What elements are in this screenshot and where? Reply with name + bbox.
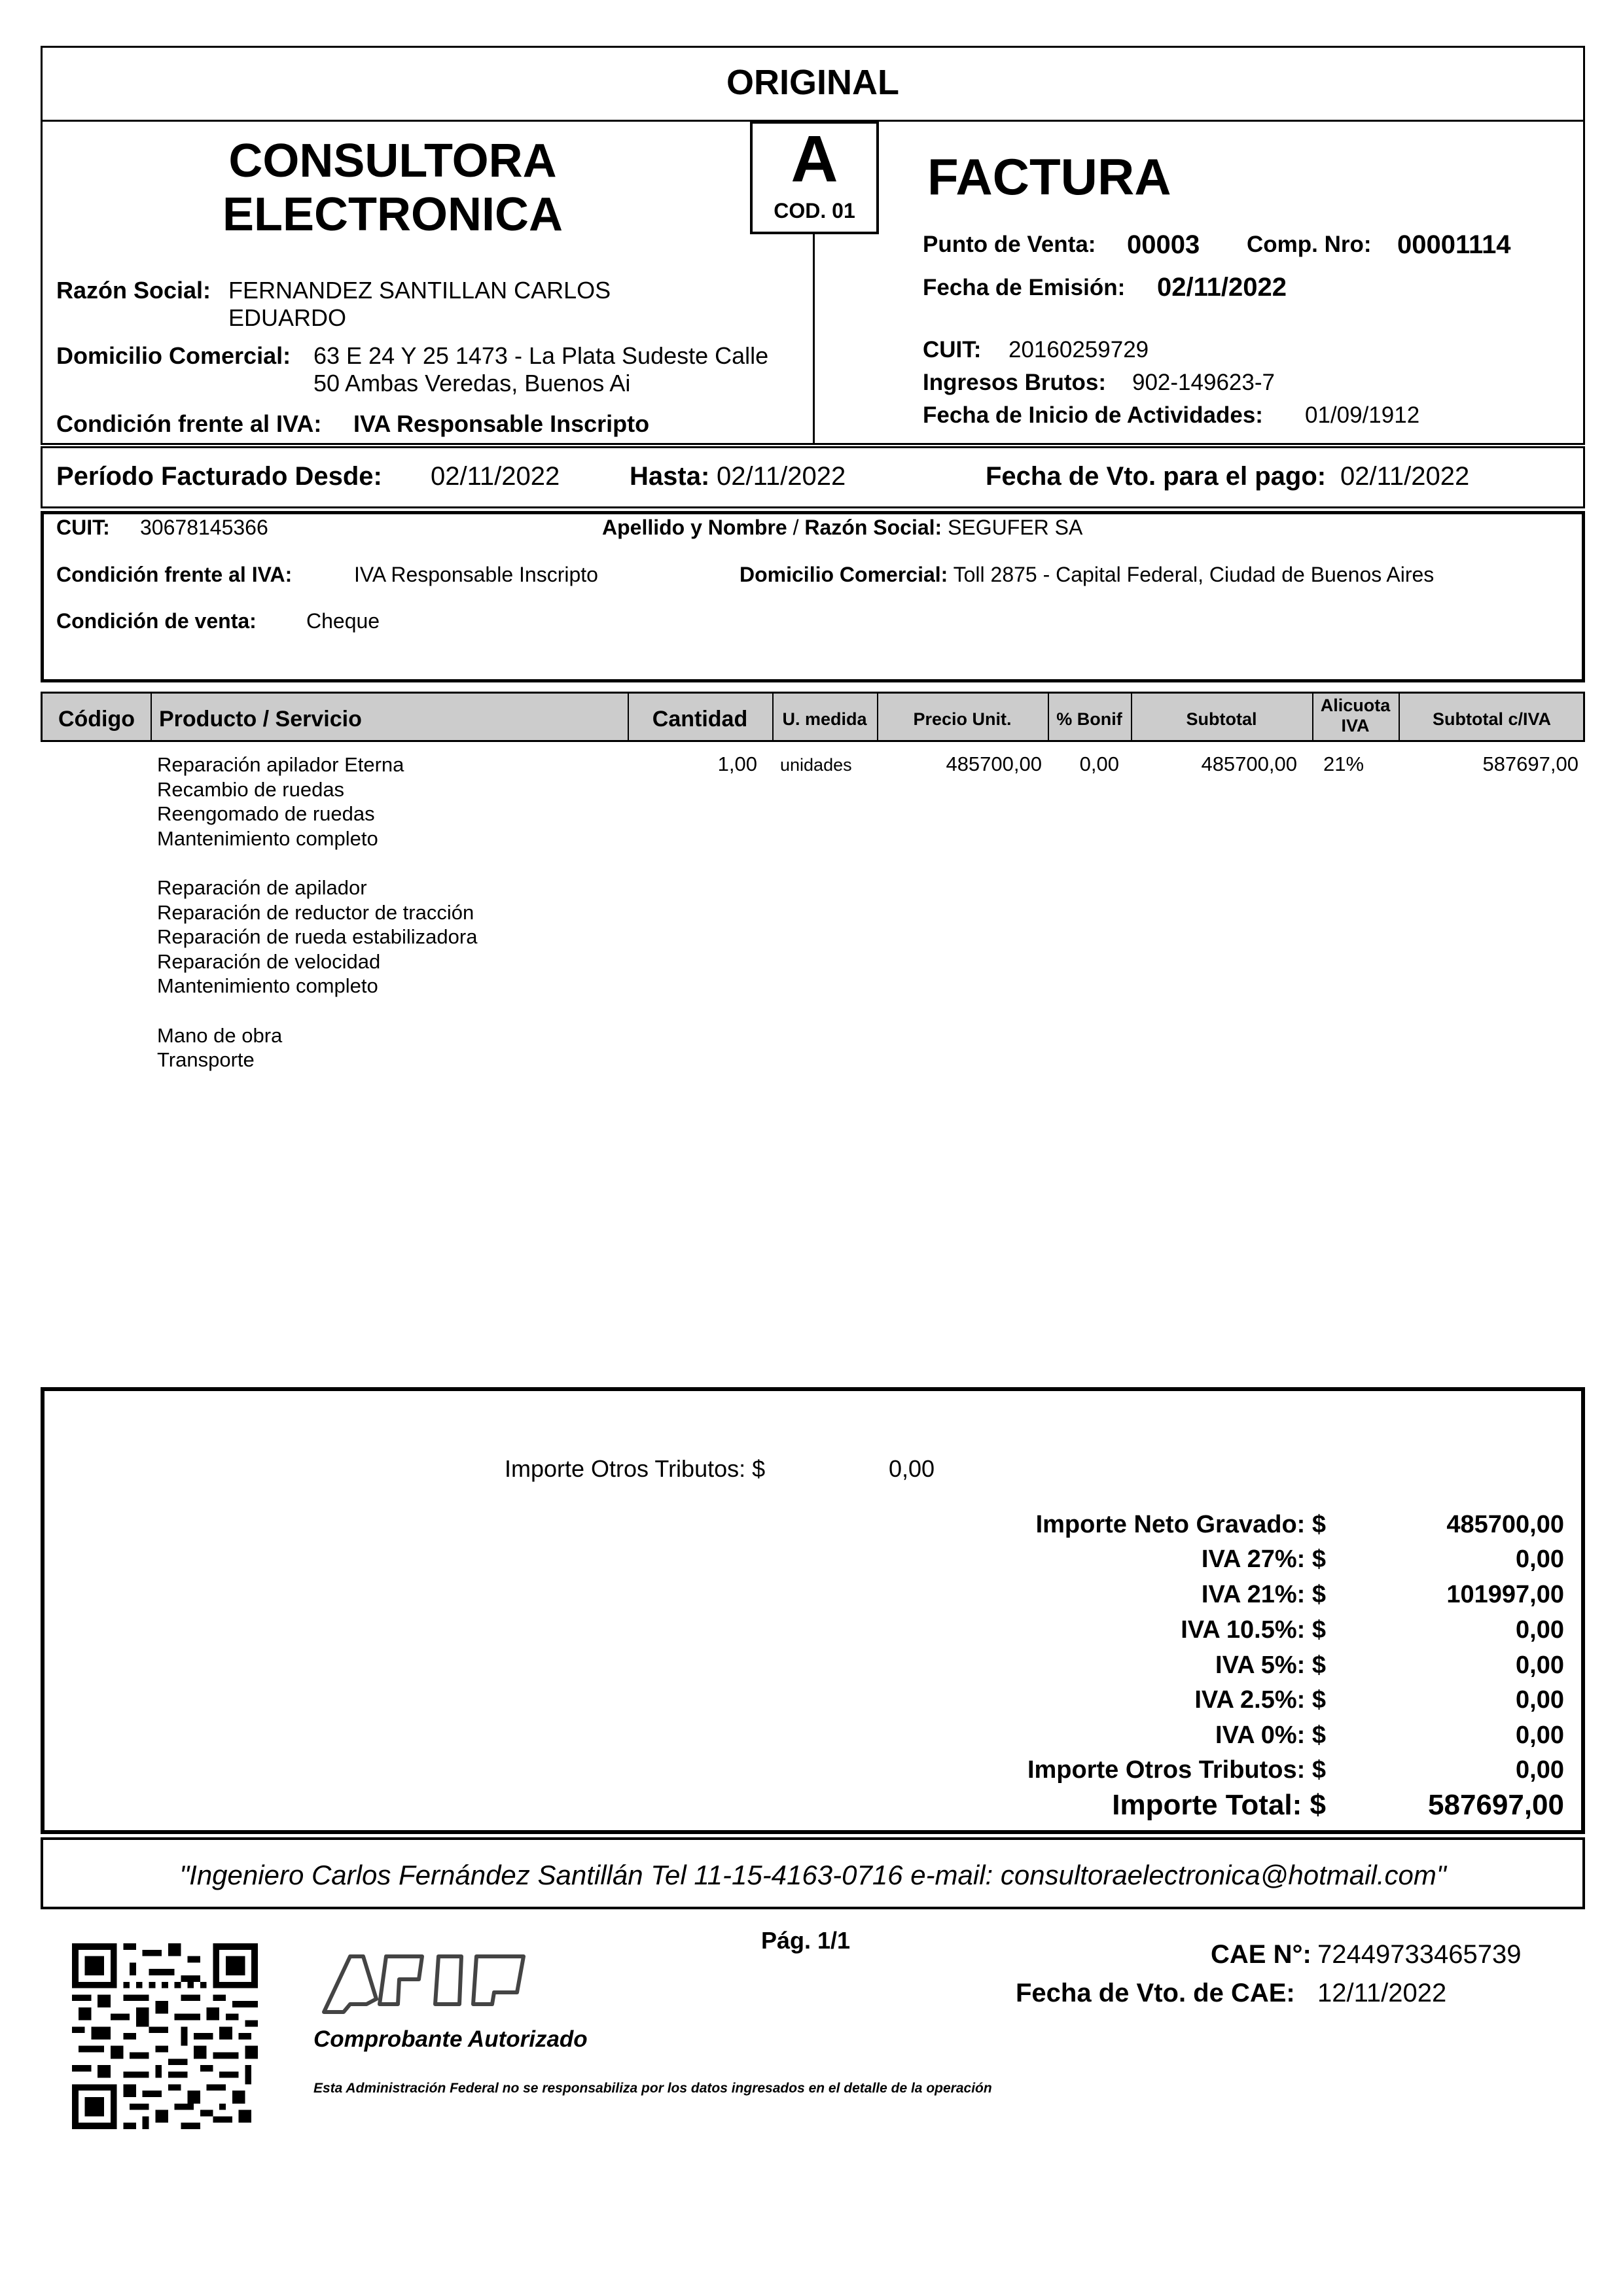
otros-tributos-label: Importe Otros Tributos: $ (505, 1455, 766, 1482)
description-line: Reparación de velocidad (157, 949, 381, 973)
issuer-domicilio-label: Domicilio Comercial: (56, 342, 291, 369)
importe-total-value: 587697,00 (1428, 1789, 1564, 1821)
col-header-producto: Producto / Servicio (159, 707, 362, 732)
description-line: Reengomado de ruedas (157, 802, 375, 826)
inicio-actividades-value: 01/09/1912 (1305, 402, 1420, 428)
ingresos-brutos-value: 902-149623-7 (1132, 370, 1275, 395)
invoice-type-code: COD. 01 (774, 199, 855, 222)
client-name-value: SEGUFER SA (948, 516, 1083, 539)
client-domicilio-value: Toll 2875 - Capital Federal, Ciudad de Buenos Aires (953, 563, 1435, 586)
fecha-emision-value: 02/11/2022 (1157, 273, 1287, 302)
col-header-subtotal: Subtotal (1186, 709, 1257, 729)
client-domicilio-label: Domicilio Comercial: (740, 563, 948, 586)
description-line: Reparación de rueda estabilizadora (157, 925, 478, 949)
copy-label-box (41, 46, 1585, 122)
item-alicuota: 21% (1323, 752, 1364, 775)
description-line: Transporte (157, 1048, 255, 1072)
period-hasta-label: Hasta: (630, 462, 710, 491)
description-line: Reparación apilador Eterna (157, 753, 404, 776)
col-header-precio: Precio Unit. (913, 709, 1012, 729)
total-line-value: 0,00 (1516, 1651, 1564, 1679)
total-line-value: 0,00 (1516, 1616, 1564, 1644)
client-name-label-b: Razón Social: (804, 516, 942, 539)
total-line-value: 0,00 (1516, 1545, 1564, 1573)
total-line-value: 101997,00 (1446, 1581, 1564, 1608)
issuer-razon-social-line2: EDUARDO (228, 304, 347, 331)
issuer-razon-social-label: Razón Social: (56, 277, 211, 304)
description-line: Mantenimiento completo (157, 974, 378, 998)
cae-vto-label: Fecha de Vto. de CAE: (1016, 1979, 1295, 2007)
otros-tributos-value: 0,00 (889, 1455, 935, 1482)
copy-label: ORIGINAL (726, 63, 899, 102)
cae-label: CAE N°: (1211, 1940, 1311, 1969)
description-spacer (157, 998, 477, 1023)
description-line: Reparación de apilador (157, 875, 367, 899)
afip-disclaimer: Esta Administración Federal no se responsabiliza por los datos ingresados en el detalle de la operación (313, 2081, 992, 2096)
total-line-value: 0,00 (1516, 1722, 1564, 1749)
description-line: Reparación de reductor de tracción (157, 900, 474, 924)
total-line-label: Importe Otros Tributos: $ (1027, 1756, 1326, 1784)
item-bonif: 0,00 (1079, 752, 1119, 775)
total-line-label: IVA 10.5%: $ (1181, 1616, 1326, 1644)
issuer-company-name (131, 134, 654, 241)
comp-nro-value: 00001114 (1397, 230, 1511, 259)
issuer-cuit-label: CUIT: (923, 337, 982, 362)
period-desde-label: Período Facturado Desde: (56, 462, 382, 491)
column-divider (151, 694, 152, 740)
issuer-condicion-iva-value: IVA Responsable Inscripto (353, 410, 650, 437)
inicio-actividades-label: Fecha de Inicio de Actividades: (923, 402, 1263, 428)
issuer-razon-social-line1: FERNANDEZ SANTILLAN CARLOS (228, 277, 611, 304)
issuer-contact-note: "Ingeniero Carlos Fernández Santillán Tel 11-15-4163-0716 e-mail: consultoraelectronica@hotmail.com" (179, 1860, 1446, 1890)
client-domicilio-row (740, 563, 1434, 587)
client-name-row (602, 516, 1082, 540)
description-line: Recambio de ruedas (157, 777, 345, 801)
importe-total-label: Importe Total: $ (1112, 1789, 1326, 1821)
item-subtotal: 485700,00 (1201, 752, 1297, 775)
company-name-line1: CONSULTORA (228, 135, 557, 187)
client-name-label-a: Apellido y Nombre (602, 516, 787, 539)
authorized-label: Comprobante Autorizado (313, 2026, 588, 2052)
punto-venta-label: Punto de Venta: (923, 232, 1096, 257)
description-line: Mano de obra (157, 1023, 283, 1047)
page-number: Pág. 1/1 (761, 1927, 851, 1954)
issuer-condicion-iva-label: Condición frente al IVA: (56, 410, 322, 437)
description-line: Mantenimiento completo (157, 826, 378, 850)
payment-due-value: 02/11/2022 (1340, 462, 1470, 491)
total-line-label: IVA 27%: $ (1201, 1545, 1326, 1573)
header-divider (813, 234, 815, 443)
period-desde-value: 02/11/2022 (431, 462, 560, 491)
client-cuit-label: CUIT: (56, 516, 110, 539)
total-line-label: IVA 5%: $ (1215, 1651, 1326, 1679)
item-unidad: unidades (780, 755, 852, 775)
total-line-label: IVA 21%: $ (1201, 1581, 1326, 1608)
cae-value: 72449733465739 (1317, 1940, 1522, 1969)
period-hasta-value: 02/11/2022 (717, 462, 846, 491)
condicion-venta-label: Condición de venta: (56, 609, 257, 633)
issuer-contact-note-box (41, 1837, 1585, 1909)
total-line-label: IVA 0%: $ (1215, 1722, 1326, 1749)
col-header-subtotal-iva: Subtotal c/IVA (1432, 709, 1551, 729)
invoice-title: FACTURA (927, 148, 1171, 205)
condicion-venta-value: Cheque (306, 609, 380, 633)
total-line-value: 0,00 (1516, 1756, 1564, 1784)
col-header-alicuota (1312, 696, 1399, 736)
col-header-bonif: % Bonif (1056, 709, 1122, 729)
issuer-cuit-value: 20160259729 (1008, 337, 1149, 362)
client-name-label-sep: / (787, 516, 805, 539)
issuer-domicilio-line2: 50 Ambas Veredas, Buenos Ai (313, 370, 631, 397)
col-header-alicuota-line2: IVA (1341, 716, 1370, 735)
item-description (157, 752, 477, 1072)
col-header-cantidad: Cantidad (652, 707, 748, 732)
punto-venta-value: 00003 (1127, 230, 1200, 259)
table-row (41, 752, 1585, 1080)
item-cantidad: 1,00 (717, 752, 757, 775)
item-subtotal-iva: 587697,00 (1482, 752, 1578, 775)
item-precio: 485700,00 (946, 752, 1042, 775)
col-header-codigo: Código (58, 707, 135, 732)
total-line-value: 0,00 (1516, 1686, 1564, 1714)
col-header-unidad: U. medida (782, 709, 867, 729)
qr-code-icon[interactable] (72, 1943, 258, 2129)
client-condicion-iva-value: IVA Responsable Inscripto (354, 563, 598, 586)
client-condicion-iva-label: Condición frente al IVA: (56, 563, 293, 586)
total-line-label: Importe Neto Gravado: $ (1035, 1511, 1326, 1538)
company-name-line2: ELECTRONICA (223, 188, 563, 241)
invoice-type-box (750, 121, 879, 234)
description-spacer (157, 851, 477, 875)
totals-box (41, 1387, 1585, 1834)
total-line-value: 485700,00 (1446, 1511, 1564, 1538)
payment-due-label: Fecha de Vto. para el pago: (986, 462, 1327, 491)
afip-logo-icon (314, 1953, 563, 2015)
cae-vto-value: 12/11/2022 (1317, 1979, 1447, 2007)
ingresos-brutos-label: Ingresos Brutos: (923, 370, 1107, 395)
invoice-type-letter: A (791, 122, 838, 196)
fecha-emision-label: Fecha de Emisión: (923, 275, 1126, 300)
client-cuit-value: 30678145366 (140, 516, 268, 539)
issuer-domicilio-line1: 63 E 24 Y 25 1473 - La Plata Sudeste Calle (313, 342, 769, 369)
comp-nro-label: Comp. Nro: (1247, 232, 1372, 257)
total-line-label: IVA 2.5%: $ (1194, 1686, 1326, 1714)
items-table-header (41, 692, 1585, 742)
col-header-alicuota-line1: Alicuota (1320, 696, 1391, 715)
